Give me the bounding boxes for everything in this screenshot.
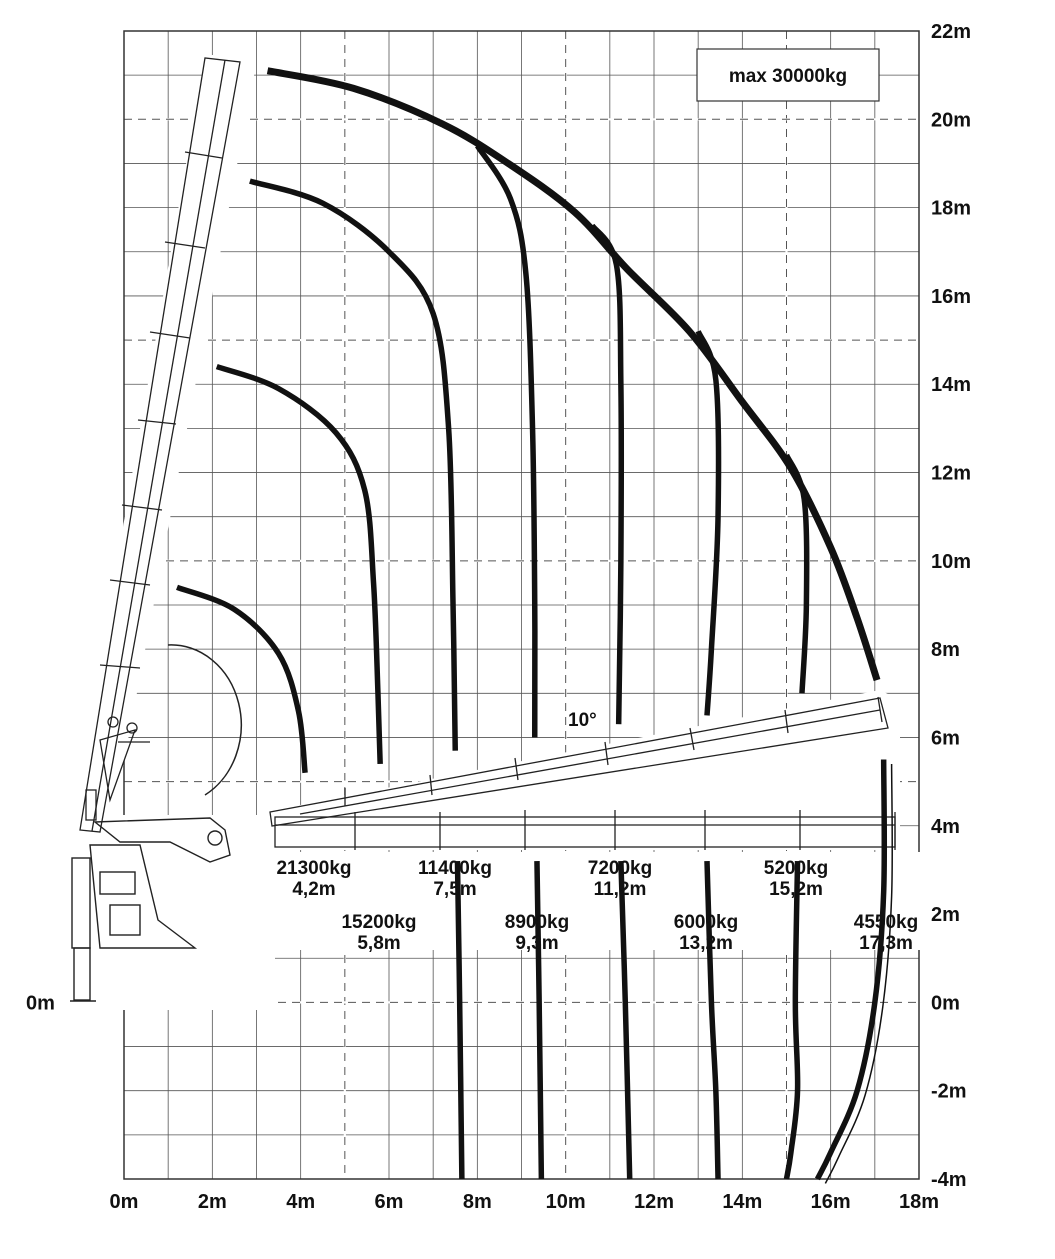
capacity-reach: 5,8m bbox=[357, 933, 401, 954]
capacity-load: 21300kg bbox=[276, 858, 352, 879]
x-tick-label: 18m bbox=[898, 1191, 940, 1213]
capacity-load: 8900kg bbox=[504, 912, 570, 933]
capacity-reach: 9,3m bbox=[515, 933, 559, 954]
capacity-load: 7200kg bbox=[587, 858, 653, 879]
y-tick-label: 16m bbox=[931, 285, 972, 308]
y-tick-label: 20m bbox=[931, 109, 972, 132]
y-tick-label: 12m bbox=[931, 462, 972, 485]
x-tick-label: 14m bbox=[722, 1191, 763, 1213]
capacity-label bbox=[854, 912, 918, 954]
capacity-reach: 7,5m bbox=[433, 879, 477, 900]
y-tick-label: -2m bbox=[931, 1080, 967, 1103]
x-tick-label: 6m bbox=[374, 1191, 404, 1213]
zero-height-label: 0m bbox=[26, 992, 55, 1015]
capacity-label bbox=[588, 858, 652, 900]
capacity-reach: 15,2m bbox=[769, 879, 823, 900]
y-tick-label: 14m bbox=[931, 374, 972, 397]
capacity-load: 11400kg bbox=[418, 858, 492, 879]
x-tick-label: 0m bbox=[109, 1191, 139, 1213]
capacity-label bbox=[764, 858, 828, 900]
x-tick-label: 12m bbox=[633, 1191, 675, 1213]
y-tick-label: 4m bbox=[931, 815, 960, 838]
y-tick-label: 18m bbox=[931, 197, 972, 220]
x-tick-label: 10m bbox=[545, 1191, 586, 1213]
max-capacity-label: max 30000kg bbox=[728, 66, 848, 87]
capacity-load: 6000kg bbox=[673, 912, 739, 933]
capacity-label bbox=[674, 912, 738, 954]
capacity-load: 5200kg bbox=[763, 858, 829, 879]
capacity-reach: 17,3m bbox=[859, 933, 913, 954]
y-tick-label: 22m bbox=[931, 21, 972, 43]
capacity-reach: 4,2m bbox=[292, 879, 336, 900]
y-tick-label: 2m bbox=[931, 904, 960, 927]
capacity-reach: 13,2m bbox=[679, 933, 733, 954]
y-tick-label: 6m bbox=[931, 727, 960, 750]
y-tick-label: -4m bbox=[931, 1169, 967, 1191]
y-tick-label: 0m bbox=[931, 992, 960, 1015]
boom-angle-label: 10° bbox=[568, 710, 597, 731]
capacity-load: 15200kg bbox=[341, 912, 417, 933]
capacity-load: 4550kg bbox=[853, 912, 919, 933]
y-tick-label: 8m bbox=[931, 639, 960, 662]
x-tick-label: 8m bbox=[462, 1191, 492, 1213]
y-tick-label: 10m bbox=[931, 550, 972, 573]
x-tick-label: 4m bbox=[286, 1191, 316, 1213]
x-tick-label: 16m bbox=[810, 1191, 851, 1213]
x-tick-label: 2m bbox=[197, 1191, 227, 1213]
capacity-reach: 11,2m bbox=[593, 879, 647, 900]
